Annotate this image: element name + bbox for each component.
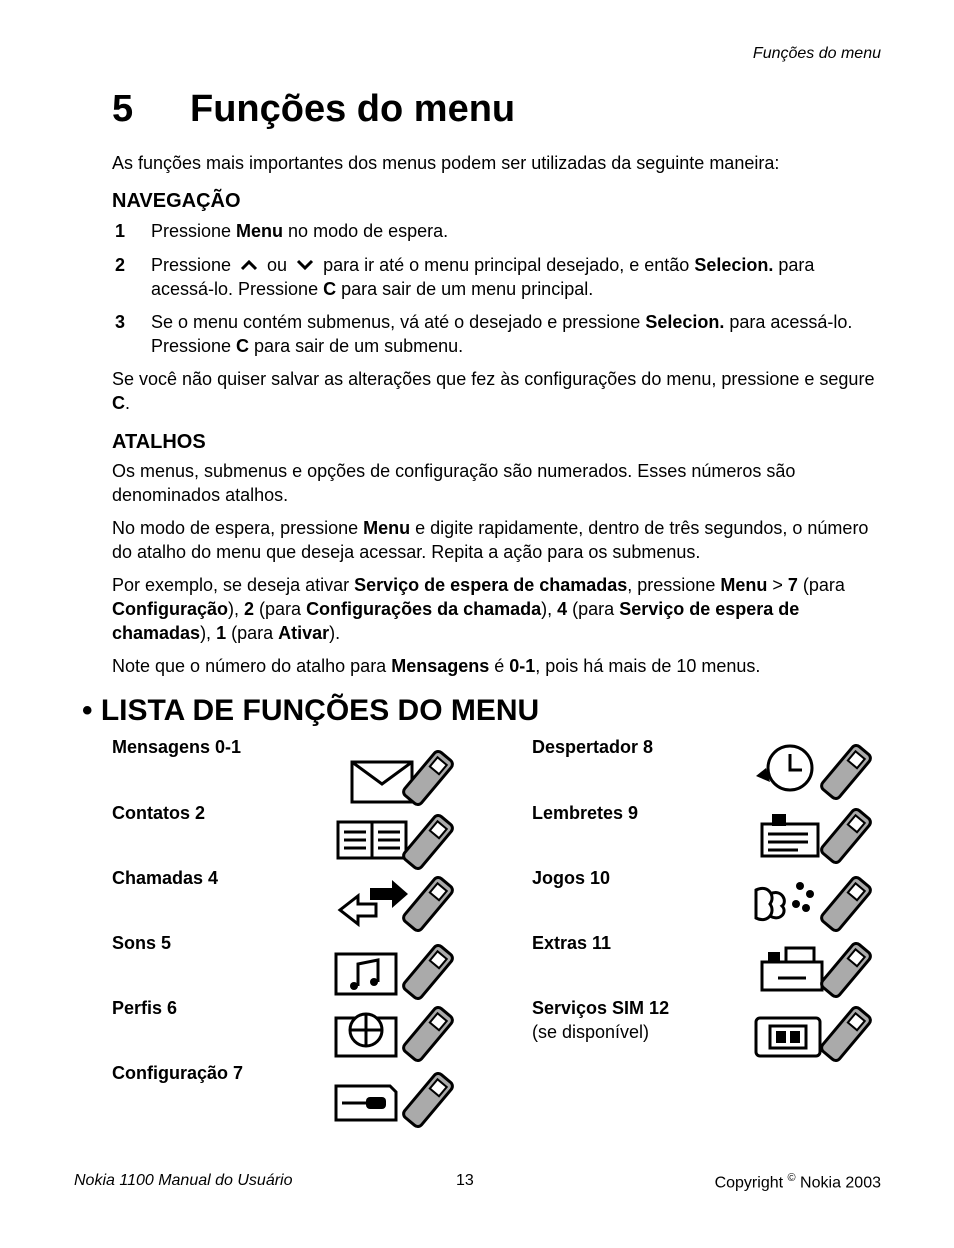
navegacao-note: Se você não quiser salvar as alterações que fez às configurações do menu, pressione e segure C. [112,369,875,413]
atalhos-paragraph-2: No modo de espera, pressione Menu e digite rapidamente, dentro de três segundos, o número do atalho do menu que deseja acessar. Repita a ação para os submenus. [112,518,869,562]
bullet-icon: • [82,694,93,727]
menu-item-servicos-sim [532,996,669,1044]
menu-item-contatos: Contatos 2 [112,803,206,823]
lista-heading: • LISTA DE FUNÇÕES DO MENU [82,694,540,727]
step-3 [112,310,882,358]
step-number: 3 [115,312,126,332]
step-2 [112,253,882,301]
menu-item-chamadas: Chamadas 4 [112,868,219,888]
music-icon [330,942,460,1002]
chapter-number: 5 [112,88,134,130]
menu-item-configuracao: Configuração 7 [112,1063,244,1083]
extras-icon [748,940,878,1000]
step-text: Pressione ou para ir até o menu principal desejado, e então Selecion. para acessá-lo. Pressione C para sair de um menu principal. [151,255,815,299]
profiles-icon [330,1004,460,1064]
step-text: Se o menu contém submenus, vá até o desejado e pressione Selecion. para acessá-lo. Pressione C para sair de um submenu. [151,312,853,356]
games-icon [748,874,878,934]
menu-item-perfis: Perfis 6 [112,998,178,1018]
menu-item-jogos: Jogos 10 [532,868,611,888]
step-number: 2 [115,255,126,275]
atalhos-heading: ATALHOS [112,431,206,453]
book-icon [330,812,460,872]
step-number: 1 [115,221,126,241]
clock-icon [748,742,878,802]
chapter-title-text: Funções do menu [190,88,516,130]
menu-item-extras: Extras 11 [532,933,612,953]
tools-icon [330,1070,460,1130]
note-icon [748,806,878,866]
scroll-up-icon [236,253,262,277]
step-text: Pressione Menu no modo de espera. [151,221,449,241]
menu-item-despertador: Despertador 8 [532,737,654,757]
page-number: 13 [456,1172,474,1189]
sim-icon [748,1004,878,1064]
envelope-icon [330,748,460,808]
chapter-title [112,88,515,131]
atalhos-paragraph-3: Por exemplo, se deseja ativar Serviço de espera de chamadas, pressione Menu > 7 (para Configuração), 2 (para Configurações da chamada), 4 (para Serviço de espera de chamadas), 1 (para Ativar). [112,575,845,643]
navegacao-heading: NAVEGAÇÃO [112,190,241,212]
arrows-icon [330,874,460,934]
menu-item-sons: Sons 5 [112,933,172,953]
menu-item-lembretes: Lembretes 9 [532,803,639,823]
intro-paragraph: As funções mais importantes dos menus podem ser utilizadas da seguinte maneira: [112,153,780,173]
footer-title: Nokia 1100 Manual do Usuário [74,1172,293,1189]
menu-item-servicos-sim-label: Serviços SIM 12 [532,998,670,1018]
atalhos-paragraph-1: Os menus, submenus e opções de configuração são numerados. Esses números são denominados atalhos. [112,461,796,505]
running-header: Funções do menu [752,45,881,62]
step-1 [112,219,882,243]
atalhos-paragraph-4: Note que o número do atalho para Mensagens é 0-1, pois há mais de 10 menus. [112,656,761,676]
footer-copyright: Copyright © Nokia 2003 [714,1172,881,1192]
menu-item-mensagens: Mensagens 0-1 [112,737,242,757]
menu-item-servicos-sim-note: (se disponível) [532,1022,650,1042]
scroll-down-icon [292,253,318,277]
